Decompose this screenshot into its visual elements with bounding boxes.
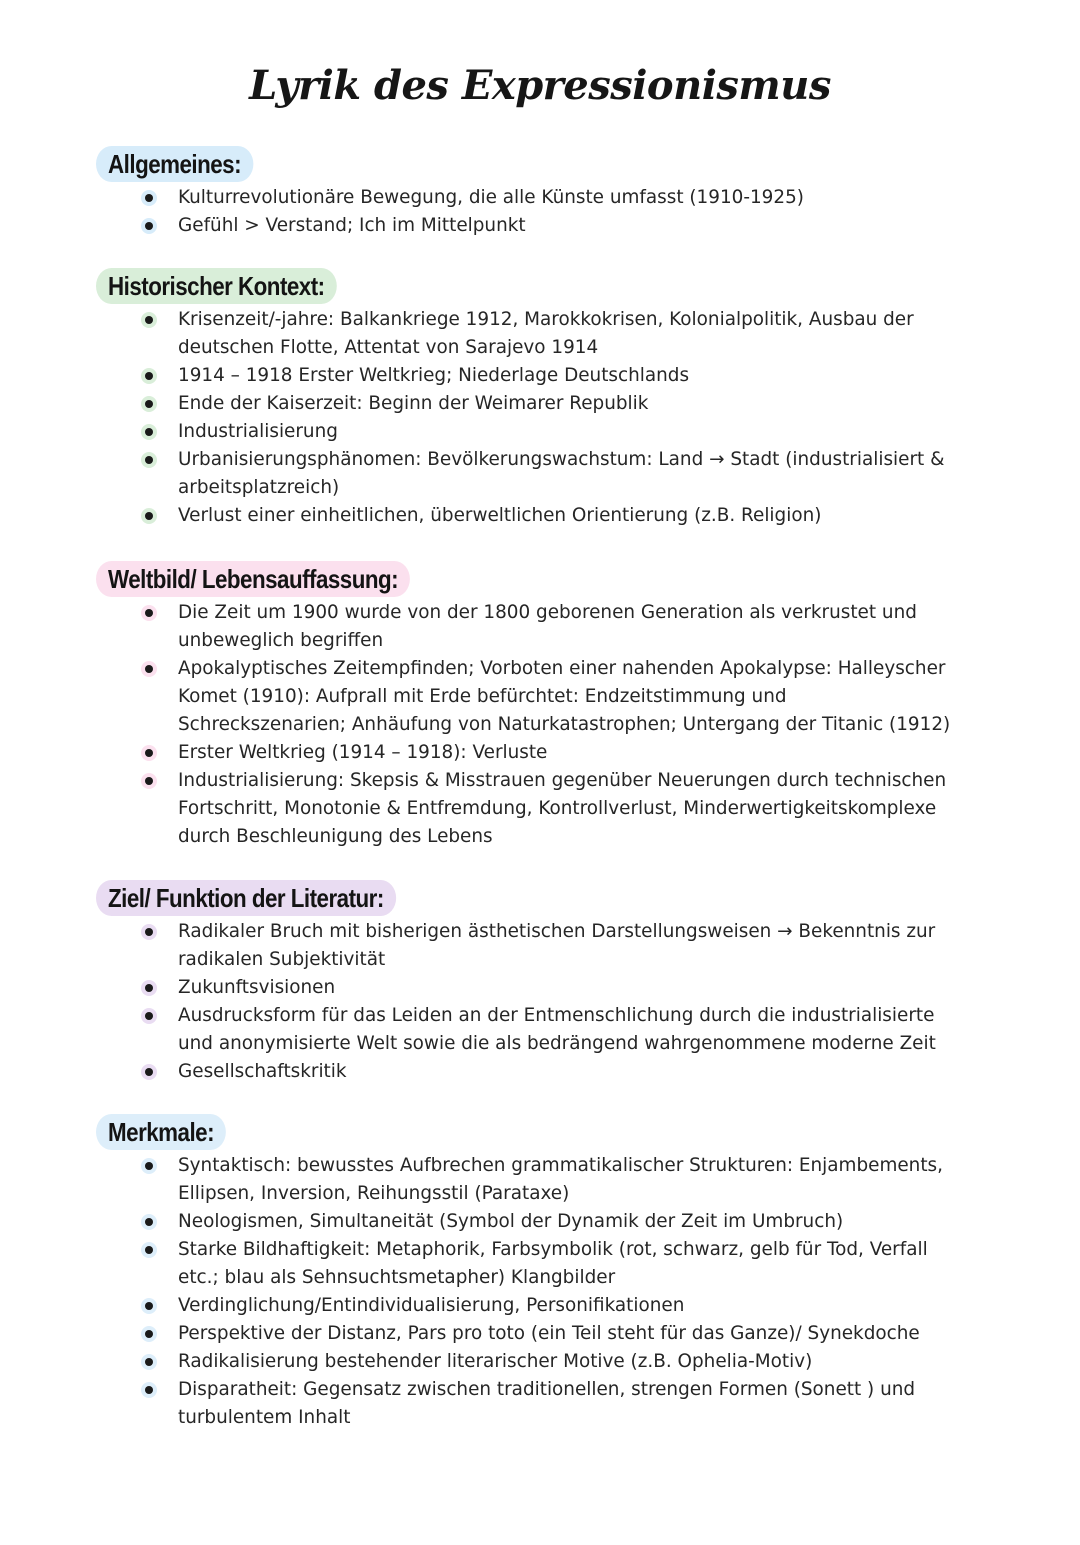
list-item: [178, 390, 958, 418]
bullet-dot-icon: [141, 1326, 157, 1342]
bullet-dot-icon: [141, 1158, 157, 1174]
bullet-dot-icon: [141, 190, 157, 206]
list-item-text: Gefühl > Verstand; Ich im Mittelpunkt: [178, 215, 526, 236]
list-item: [178, 184, 958, 212]
list-item: [178, 1348, 958, 1376]
bullet-dot-icon: [141, 605, 157, 621]
bullet-dot-icon: [141, 1008, 157, 1024]
list-item-text: Ende der Kaiserzeit: Beginn der Weimarer Republik: [178, 393, 649, 414]
bullet-dot-icon: [141, 1298, 157, 1314]
list-item: [178, 739, 958, 767]
list-item-text: Neologismen, Simultaneität (Symbol der Dynamik der Zeit im Umbruch): [178, 1211, 844, 1232]
list-item-text: Gesellschaftskritik: [178, 1061, 347, 1082]
list-item-text: Krisenzeit/-jahre: Balkankriege 1912, Marokkokrisen, Kolonialpolitik, Ausbau der deutschen Flotte, Attentat von Sarajevo 1914: [178, 309, 914, 358]
bullet-dot-icon: [141, 508, 157, 524]
list-item: [178, 1292, 958, 1320]
bullet-list: [0, 306, 1080, 530]
bullet-dot-icon: [141, 980, 157, 996]
list-item: [178, 974, 958, 1002]
bullet-list: [0, 918, 1080, 1086]
list-item-text: Apokalyptisches Zeitempfinden; Vorboten einer nahenden Apokalypse: Halleyscher Komet (1910): Aufprall mit Erde befürchtet: Endzeitstimmung und Schreckszenarien; Anhäufung von Naturkatastrophen; Untergang der Titanic (1912): [178, 658, 951, 735]
list-item: [178, 1320, 958, 1348]
bullet-dot-icon: [141, 1354, 157, 1370]
bullet-dot-icon: [141, 1242, 157, 1258]
list-item: [178, 212, 958, 240]
section-heading: Allgemeines:: [96, 146, 253, 182]
list-item-text: Die Zeit um 1900 wurde von der 1800 geborenen Generation als verkrustet und unbeweglich begriffen: [178, 602, 917, 651]
section-merkmale: [0, 1114, 1080, 1432]
list-item: [178, 1152, 958, 1208]
list-item-text: Industrialisierung: Skepsis & Misstrauen gegenüber Neuerungen durch technischen Fortschritt, Monotonie & Entfremdung, Kontrollverlust, Minderwertigkeitskomplexe durch Beschleunigung des Lebens: [178, 770, 947, 847]
list-item: [178, 918, 958, 974]
list-item-text: Zukunftsvisionen: [178, 977, 336, 998]
list-item-text: Perspektive der Distanz, Pars pro toto (ein Teil steht für das Ganze)/ Synekdoche: [178, 1323, 920, 1344]
list-item: [178, 418, 958, 446]
list-item: [178, 1002, 958, 1058]
list-item: [178, 306, 958, 362]
bullet-list: [0, 184, 1080, 240]
section-historischer-kontext: [0, 268, 1080, 530]
list-item: [178, 1058, 958, 1086]
bullet-dot-icon: [141, 1064, 157, 1080]
bullet-dot-icon: [141, 368, 157, 384]
bullet-dot-icon: [141, 924, 157, 940]
bullet-dot-icon: [141, 773, 157, 789]
page-title: Lyrik des Expressionismus: [249, 62, 831, 109]
list-item-text: Erster Weltkrieg (1914 – 1918): Verluste: [178, 742, 548, 763]
bullet-dot-icon: [141, 452, 157, 468]
list-item-text: Verlust einer einheitlichen, überweltlichen Orientierung (z.B. Religion): [178, 505, 822, 526]
section-heading: Historischer Kontext:: [96, 268, 337, 304]
list-item-text: Ausdrucksform für das Leiden an der Entmenschlichung durch die industrialisierte und anonymisierte Welt sowie die als bedrängend wahrgenommene moderne Zeit: [178, 1005, 936, 1054]
list-item-text: Starke Bildhaftigkeit: Metaphorik, Farbsymbolik (rot, schwarz, gelb für Tod, Verfall etc.; blau als Sehnsuchtsmetapher) Klangbilder: [178, 1239, 928, 1288]
list-item: [178, 1208, 958, 1236]
bullet-dot-icon: [141, 312, 157, 328]
section-heading: Ziel/ Funktion der Literatur:: [96, 880, 396, 916]
section-heading: Weltbild/ Lebensauffassung:: [96, 561, 410, 597]
bullet-dot-icon: [141, 661, 157, 677]
list-item: [178, 362, 958, 390]
bullet-dot-icon: [141, 218, 157, 234]
list-item: [178, 1376, 958, 1432]
list-item: [178, 502, 958, 530]
bullet-dot-icon: [141, 396, 157, 412]
list-item-text: Radikaler Bruch mit bisherigen ästhetischen Darstellungsweisen → Bekenntnis zur radikalen Subjektivität: [178, 921, 936, 970]
bullet-dot-icon: [141, 745, 157, 761]
list-item-text: Disparatheit: Gegensatz zwischen traditionellen, strengen Formen (Sonett ) und turbulentem Inhalt: [178, 1379, 916, 1428]
bullet-list: [0, 1152, 1080, 1432]
section-ziel-funktion: [0, 880, 1080, 1086]
list-item: [178, 767, 958, 851]
bullet-dot-icon: [141, 1214, 157, 1230]
section-heading: Merkmale:: [96, 1114, 226, 1150]
list-item-text: Kulturrevolutionäre Bewegung, die alle Künste umfasst (1910-1925): [178, 187, 804, 208]
section-weltbild-lebensauffassung: [0, 561, 1080, 851]
list-item: [178, 655, 958, 739]
list-item-text: Syntaktisch: bewusstes Aufbrechen grammatikalischer Strukturen: Enjambements, Ellipsen, Inversion, Reihungsstil (Parataxe): [178, 1155, 943, 1204]
bullet-list: [0, 599, 1080, 851]
bullet-dot-icon: [141, 1382, 157, 1398]
list-item-text: Urbanisierungsphänomen: Bevölkerungswachstum: Land → Stadt (industrialisiert & arbeitsplatzreich): [178, 449, 945, 498]
list-item: [178, 599, 958, 655]
list-item-text: Radikalisierung bestehender literarischer Motive (z.B. Ophelia-Motiv): [178, 1351, 813, 1372]
list-item: [178, 446, 958, 502]
list-item: [178, 1236, 958, 1292]
list-item-text: Industrialisierung: [178, 421, 338, 442]
list-item-text: Verdinglichung/Entindividualisierung, Personifikationen: [178, 1295, 685, 1316]
bullet-dot-icon: [141, 424, 157, 440]
section-allgemeines: [0, 146, 1080, 240]
list-item-text: 1914 – 1918 Erster Weltkrieg; Niederlage Deutschlands: [178, 365, 690, 386]
